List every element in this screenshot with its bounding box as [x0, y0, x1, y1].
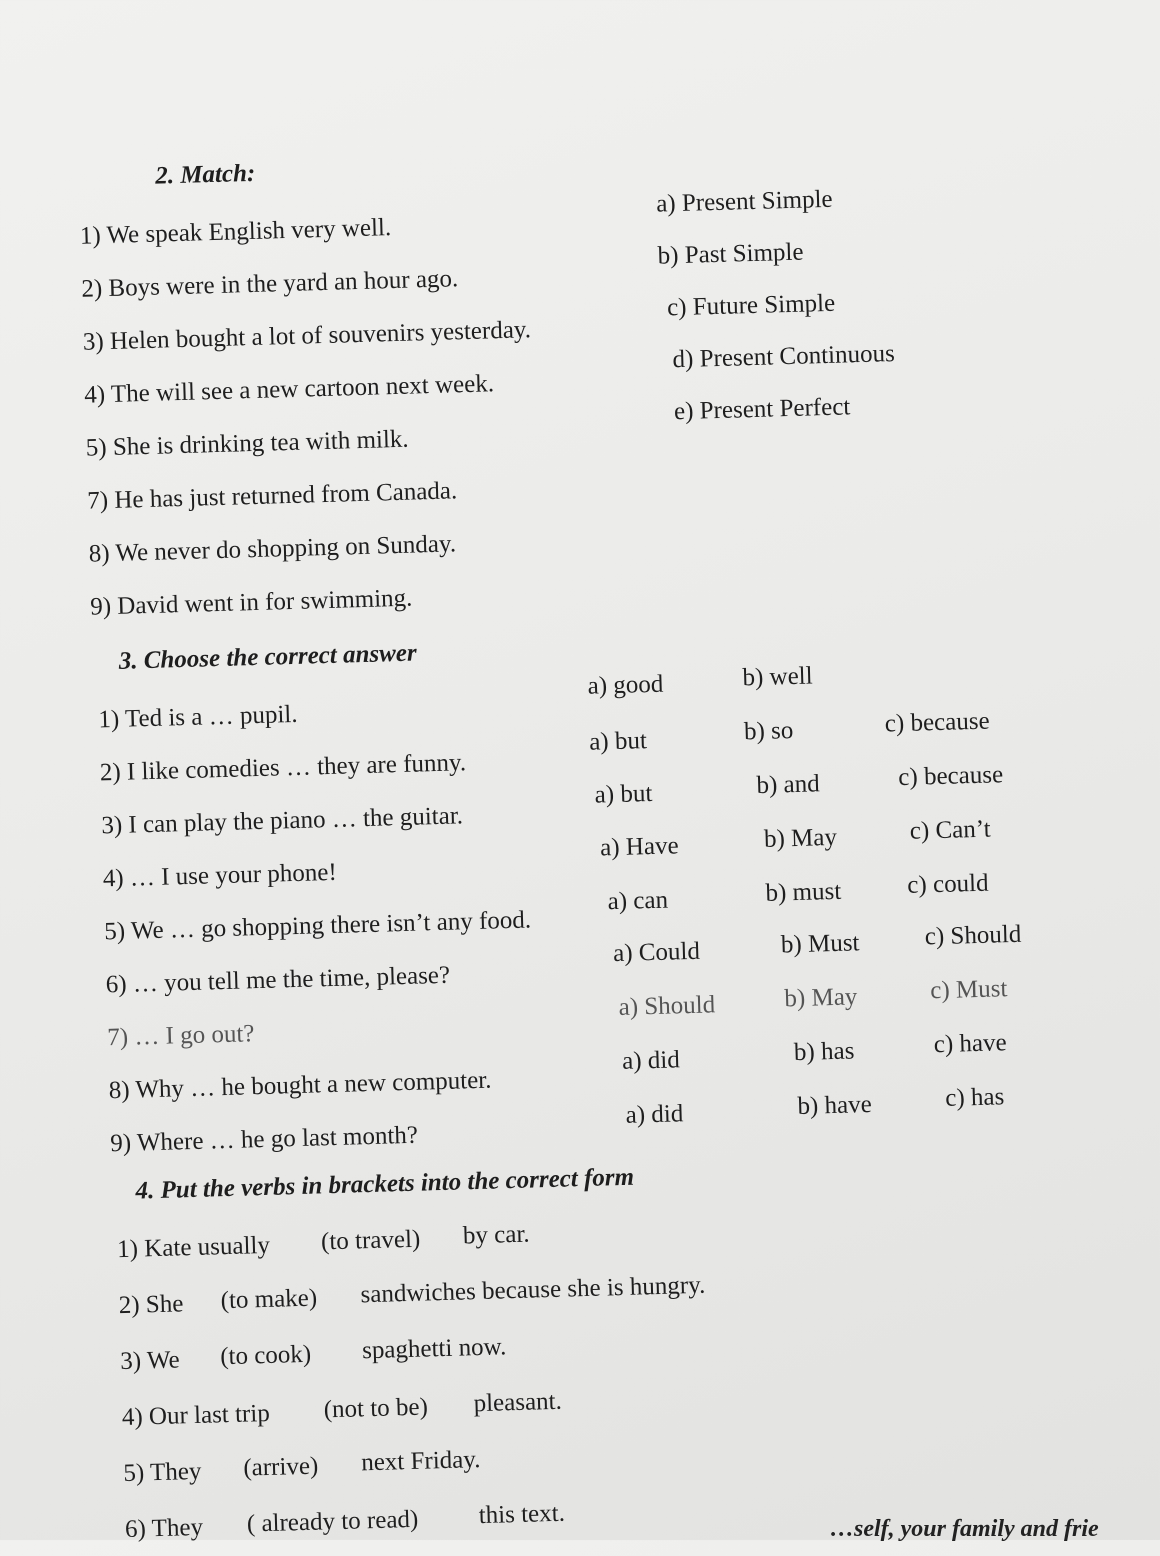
choice-7-option-b: b) May	[784, 983, 858, 1013]
verb-sentence-4-verb: (not to be)	[323, 1393, 429, 1424]
choice-3-option-c: c) because	[897, 761, 1004, 792]
choice-question-3: 3) I can play the piano … the guitar.	[100, 802, 464, 840]
choice-1-option-a: a) good	[587, 670, 664, 700]
choice-5-option-b: b) must	[765, 877, 842, 907]
choice-question-1: 1) Ted is a … pupil.	[98, 700, 298, 734]
section-4-title: 4. Put the verbs in brackets into the correct form	[135, 1163, 635, 1205]
verb-sentence-3-verb: (to cook)	[219, 1340, 312, 1371]
choice-1-option-b: b) well	[742, 662, 813, 692]
tense-option-b: b) Past Simple	[657, 238, 804, 270]
choice-8-option-c: c) have	[933, 1029, 1008, 1059]
choice-4-option-b: b) May	[763, 823, 838, 853]
choice-9-option-b: b) have	[797, 1090, 873, 1121]
choice-question-8: 8) Why … he bought a new computer.	[108, 1066, 492, 1105]
verb-sentence-3-end: spaghetti now.	[361, 1333, 507, 1365]
verb-sentence-6-end: this text.	[478, 1499, 566, 1530]
choice-8-option-a: a) did	[621, 1046, 681, 1075]
match-sentence-3: 3) Helen bought a lot of souvenirs yesterday.	[82, 316, 532, 356]
verb-sentence-4-start: 4) Our last trip	[121, 1399, 271, 1432]
tense-option-e: e) Present Perfect	[673, 393, 851, 426]
verb-sentence-4-end: pleasant.	[473, 1387, 563, 1418]
verb-sentence-2-end: sandwiches because she is hungry.	[360, 1271, 706, 1309]
verb-sentence-1-verb: (to travel)	[320, 1225, 421, 1256]
choice-4-option-a: a) Have	[599, 832, 679, 862]
choice-question-7: 7) … I go out?	[106, 1020, 255, 1052]
choice-5-option-a: a) can	[607, 886, 669, 916]
choice-7-option-a: a) Should	[618, 991, 716, 1022]
choice-question-9: 9) Where … he go last month?	[109, 1121, 419, 1158]
choice-question-5: 5) We … go shopping there isn’t any food.	[103, 906, 532, 946]
tense-option-a: a) Present Simple	[655, 185, 833, 218]
choice-6-option-c: c) Should	[924, 920, 1022, 951]
match-sentence-5: 5) She is drinking tea with milk.	[85, 425, 409, 462]
verb-sentence-6-verb: ( already to read)	[246, 1505, 419, 1538]
verb-sentence-2-start: 2) She	[118, 1290, 184, 1320]
choice-question-4: 4) … I use your phone!	[102, 858, 338, 893]
verb-sentence-2-verb: (to make)	[220, 1284, 318, 1315]
choice-9-option-c: c) has	[944, 1083, 1005, 1112]
verb-sentence-1-end: by car.	[462, 1220, 530, 1250]
choice-2-option-c: c) because	[884, 707, 990, 738]
match-sentence-7: 7) He has just returned from Canada.	[86, 477, 458, 515]
tense-option-c: c) Future Simple	[666, 289, 836, 322]
section-3-title: 3. Choose the correct answer	[118, 639, 417, 675]
choice-6-option-a: a) Could	[612, 937, 701, 968]
match-sentence-9: 9) David went in for swimming.	[89, 584, 413, 621]
verb-sentence-5-end: next Friday.	[360, 1446, 481, 1477]
section-2-title: 2. Match:	[154, 159, 256, 190]
choice-question-6: 6) … you tell me the time, please?	[105, 961, 451, 999]
choice-8-option-b: b) has	[793, 1037, 855, 1067]
verb-sentence-6-start: 6) They	[124, 1513, 204, 1543]
match-sentence-1: 1) We speak English very well.	[79, 214, 392, 250]
match-sentence-2: 2) Boys were in the yard an hour ago.	[81, 265, 459, 303]
choice-question-2: 2) I like comedies … they are funny.	[99, 749, 467, 787]
cut-off-next-section-text: …self, your family and frie	[830, 1516, 1099, 1542]
verb-sentence-1-start: 1) Kate usually	[116, 1231, 271, 1264]
choice-3-option-b: b) and	[756, 770, 821, 800]
choice-9-option-a: a) did	[625, 1100, 684, 1129]
tense-option-d: d) Present Continuous	[672, 340, 896, 374]
choice-2-option-a: a) but	[588, 727, 648, 756]
match-sentence-4: 4) The will see a new cartoon next week.	[83, 370, 495, 409]
verb-sentence-3-start: 3) We	[119, 1346, 181, 1376]
verb-sentence-5-start: 5) They	[123, 1457, 202, 1488]
choice-2-option-b: b) so	[743, 717, 794, 746]
choice-3-option-a: a) but	[594, 779, 653, 809]
match-sentence-8: 8) We never do shopping on Sunday.	[88, 530, 457, 568]
choice-7-option-c: c) Must	[929, 975, 1008, 1005]
choice-6-option-b: b) Must	[780, 929, 860, 959]
verb-sentence-5-verb: (arrive)	[242, 1452, 319, 1482]
choice-4-option-c: c) Can’t	[909, 815, 991, 845]
choice-5-option-c: c) could	[906, 869, 989, 899]
